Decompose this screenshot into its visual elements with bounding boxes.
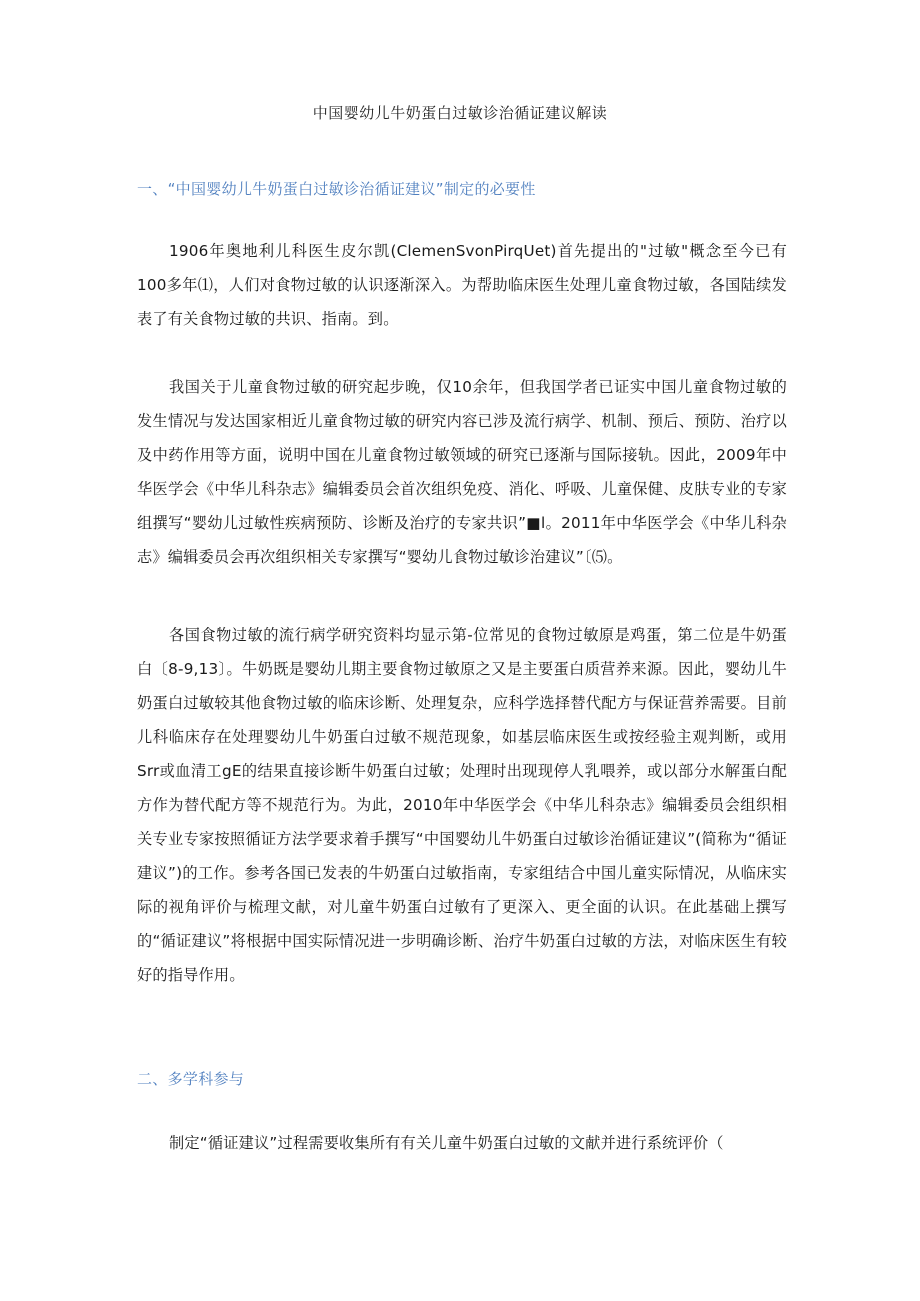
section-heading-2: 二、多学科参与 [137,1070,245,1088]
document-title: 中国婴幼儿牛奶蛋白过敏诊治循证建议解读 [312,104,608,122]
paragraph-epidemiology: 各国食物过敏的流行病学研究资料均显示第-位常见的食物过敏原是鸡蛋，第二位是牛奶蛋白〔8-9,13〕。牛奶既是婴幼儿期主要食物过敏原之又是主要蛋白质营养来源。因此，婴幼儿牛奶蛋白过敏较其他食物过敏的临床诊断、处理复杂，应科学选择替代配方与保证营养需要。目前儿科临床存在处理婴幼儿牛奶蛋白过敏不规范现象，如基层临床医生或按经验主观判断，或用Srr或血清工gE的结果直接诊断牛奶蛋白过敏；处理时出现现停人乳喂养，或以部分水解蛋白配方作为替代配方等不规范行为。为此，2010年中华医学会《中华儿科杂志》编辑委员会组织相关专业专家按照循证方法学要求着手撰写“中国婴幼儿牛奶蛋白过敏诊治循证建议”(简称为“循证建议”)的工作。参考各国已发表的牛奶蛋白过敏指南，专家组结合中国儿童实际情况，从临床实际的视角评价与梳理文献，对儿童牛奶蛋白过敏有了更深入、更全面的认识。在此基础上撰写的“循证建议”将根据中国实际情况进一步明确诊断、治疗牛奶蛋白过敏的方法，对临床医生有较好的指导作用。 [137,626,787,984]
paragraph-multidisciplinary: 制定“循证建议”过程需要收集所有有关儿童牛奶蛋白过敏的文献并进行系统评价（ [169,1134,724,1152]
section-heading-1: 一、“中国婴幼儿牛奶蛋白过敏诊治循证建议”制定的必要性 [137,180,536,198]
paragraph-history: 1906年奥地利儿科医生皮尔凯(ClemenSvonPirqUet)首先提出的"过敏"概念至今已有100多年⑴，人们对食物过敏的认识逐渐深入。为帮助临床医生处理儿童食物过敏，各国陆续发表了有关食物过敏的共识、指南。到。 [137,242,787,328]
paragraph-china-research: 我国关于儿童食物过敏的研究起步晚，仅10余年，但我国学者已证实中国儿童食物过敏的发生情况与发达国家相近儿童食物过敏的研究内容已涉及流行病学、机制、预后、预防、治疗以及中药作用等方面，说明中国在儿童食物过敏领域的研究已逐渐与国际接轨。因此，2009年中华医学会《中华儿科杂志》编辑委员会首次组织免疫、消化、呼吸、儿童保健、皮肤专业的专家组撰写“婴幼儿过敏性疾病预防、诊断及治疗的专家共识”■l。2011年中华医学会《中华儿科杂志》编辑委员会再次组织相关专家撰写“婴幼儿食物过敏诊治建议”〔⑸。 [137,378,787,566]
